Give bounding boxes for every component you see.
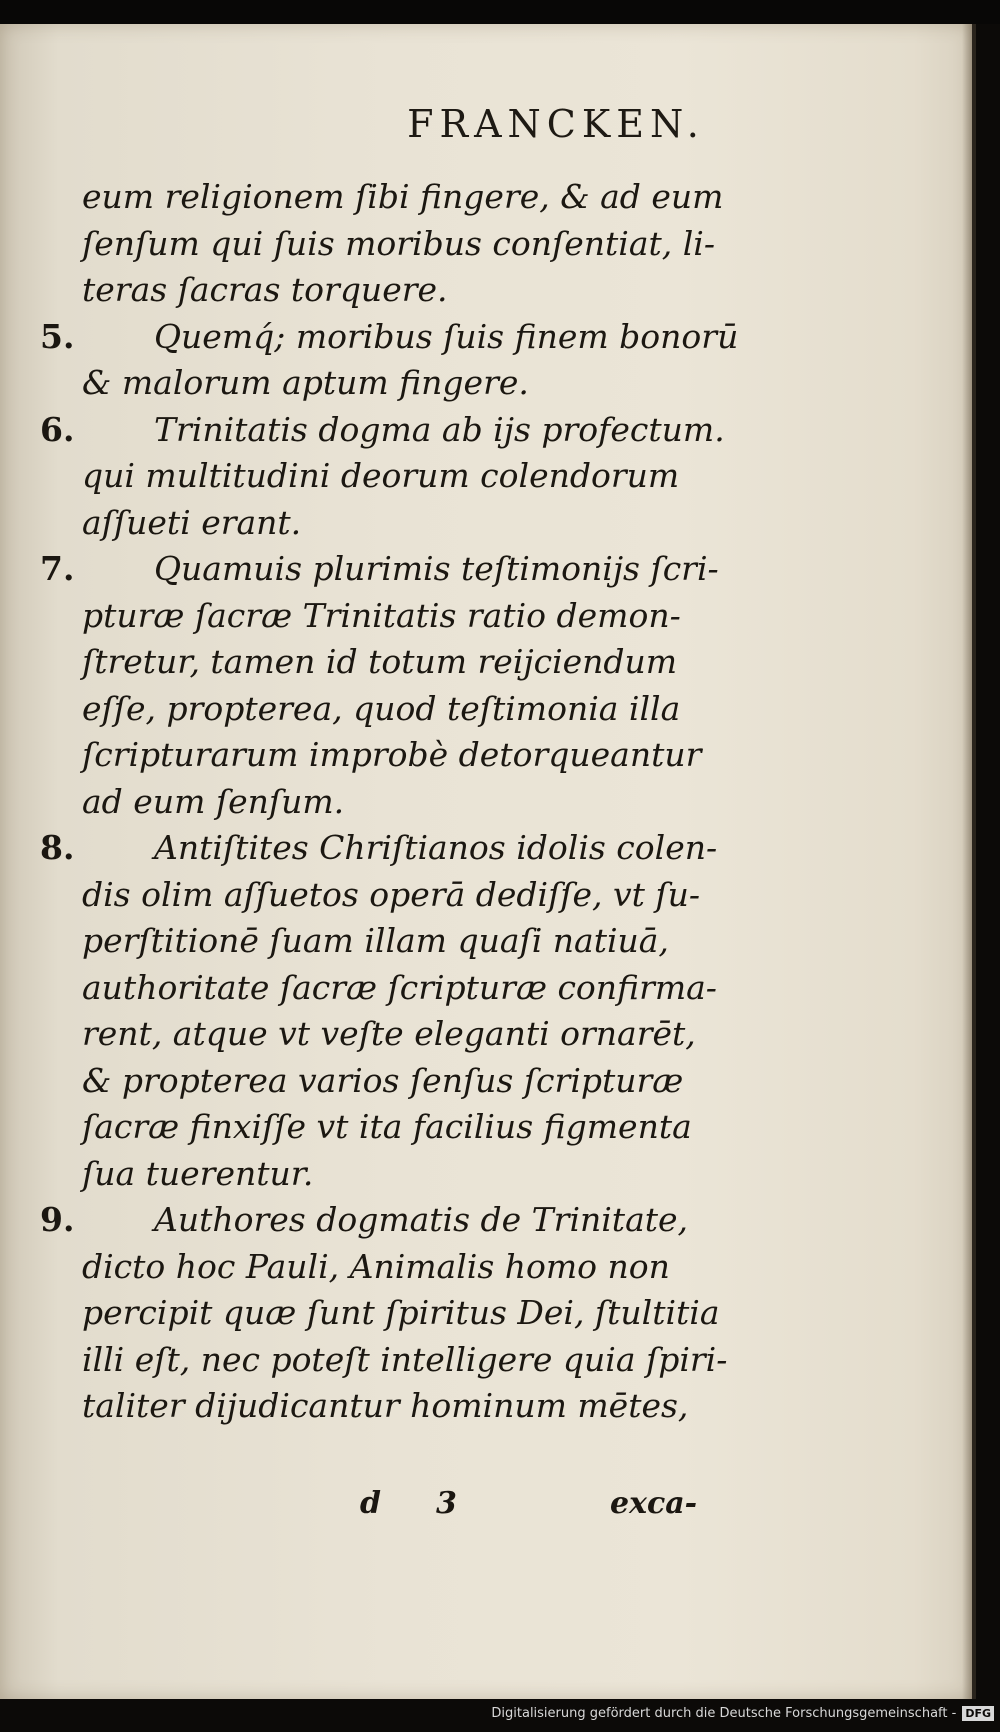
text-line <box>40 500 740 547</box>
line-text: eum religionem ſibi fingere, & ad eum <box>82 177 724 216</box>
text-line <box>40 1337 740 1384</box>
line-text: teras ſacras torquere. <box>82 270 448 309</box>
running-title: FRANCKEN. <box>407 102 705 146</box>
text-line <box>40 407 740 454</box>
line-text: pturæ ſacræ Trinitatis ratio demon- <box>82 595 681 635</box>
signature-letter: d <box>360 1486 381 1521</box>
line-text: Quamuis plurimis teſtimonijs ſcri- <box>154 549 719 588</box>
text-line <box>40 1383 740 1430</box>
text-line <box>40 918 740 965</box>
dfg-logo: DFG <box>962 1706 994 1721</box>
line-text: dicto hoc Pauli, Animalis homo non <box>82 1246 670 1286</box>
text-line <box>40 1011 740 1058</box>
text-line <box>40 593 740 640</box>
line-text: Quemq́; moribus ſuis finem bonorū <box>154 316 739 356</box>
text-line <box>40 1058 740 1105</box>
page-footer <box>360 1486 720 1536</box>
line-text: ſua tuerentur. <box>82 1153 314 1193</box>
credit-text: Digitalisierung gefördert durch die Deutsche Forschungsgemeinschaft - <box>491 1705 957 1721</box>
line-text: Trinitatis dogma ab ijs profectum. <box>154 409 725 449</box>
text-line <box>40 221 740 268</box>
line-text: ſenſum qui ſuis moribus conſentiat, li- <box>82 223 715 263</box>
line-text: ſacræ finxiſſe vt ita facilius figmenta <box>82 1107 692 1146</box>
line-text: eſſe, propterea, quod teſtimonia illa <box>82 688 681 728</box>
body-text <box>40 174 740 1430</box>
signature-number: 3 <box>436 1486 457 1521</box>
text-line <box>40 639 740 686</box>
line-text: authoritate ſacræ ſcripturæ confirma- <box>82 967 717 1007</box>
item-number: 6. <box>40 409 75 449</box>
line-text: taliter dijudicantur hominum mētes, <box>82 1386 689 1425</box>
line-text: qui multitudini deorum colendorum <box>82 456 680 495</box>
item-number: 9. <box>40 1200 75 1239</box>
scan-border-top <box>0 0 1000 24</box>
text-line <box>40 546 740 593</box>
text-line <box>40 453 740 500</box>
line-text: & propterea varios ſenſus ſcripturæ <box>82 1060 684 1100</box>
line-text: Antiſtites Chriſtianos idolis colen- <box>154 828 718 867</box>
text-line <box>40 872 740 919</box>
text-line <box>40 825 740 872</box>
line-text: perſtitionē ſuam illam quaſi natiuā, <box>82 921 669 960</box>
text-line <box>40 1244 740 1291</box>
line-text: ad eum ſenſum. <box>82 781 345 821</box>
text-line <box>40 1104 740 1151</box>
text-line <box>40 360 740 407</box>
text-line <box>40 732 740 779</box>
line-text: ſtretur, tamen id totum reijciendum <box>82 642 678 681</box>
line-text: Authores dogmatis de Trinitate, <box>154 1200 689 1239</box>
catchword: exca- <box>610 1486 698 1521</box>
item-number: 7. <box>40 549 75 588</box>
text-line <box>40 1151 740 1198</box>
line-text: ſcripturarum improbè detorqueantur <box>82 735 702 774</box>
text-line <box>40 267 740 314</box>
digitization-credit <box>491 1702 994 1724</box>
line-text: & malorum aptum fingere. <box>82 363 529 402</box>
line-text: rent, atque vt veſte eleganti ornarēt, <box>82 1014 696 1053</box>
line-text: illi eſt, nec poteſt intelligere quia ſpiri- <box>82 1339 728 1379</box>
line-text: aſſueti erant. <box>82 502 302 542</box>
item-number: 8. <box>40 828 75 867</box>
text-line <box>40 1197 740 1244</box>
text-line <box>40 1290 740 1337</box>
text-line <box>40 779 740 826</box>
line-text: percipit quæ ſunt ſpiritus Dei, ſtultitia <box>82 1293 720 1332</box>
book-page <box>0 24 976 1699</box>
line-text: dis olim aſſuetos operā dediſſe, vt ſu- <box>82 874 701 914</box>
text-line <box>40 965 740 1012</box>
text-line <box>40 314 740 361</box>
text-line <box>40 174 740 221</box>
item-number: 5. <box>40 316 75 356</box>
text-line <box>40 686 740 733</box>
